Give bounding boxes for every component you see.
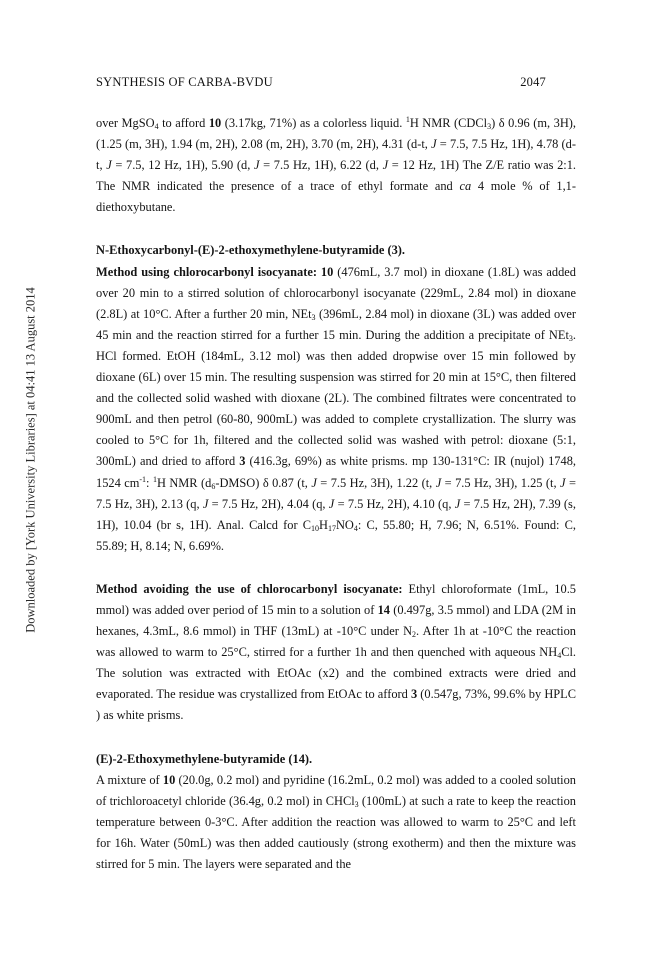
compound-number: 3 <box>239 454 246 469</box>
text-run: (476mL, 3.7 mol) in dioxane (1.8L) was added over 20 min to a stirred solution of chlorocarbonyl isocyanate (229mL, 2.84 mol) in dioxane (2.8L) at 10°C. After a further 20 min, NEt <box>96 264 576 321</box>
text-run: H NMR (CDCl <box>409 116 488 130</box>
text-run: . HCl formed. EtOH (184mL, 3.12 mol) was then added dropwise over 15 min followed by dioxane (6L) over 15 min. The resulting suspension was stirred for 20 min at 15°C, then filtered and the collected solid washed with dioxane (2L). The combined filtrates were concentrated to 900mL and then petrol (60-80, 900mL) was added to complete crystallization. The slurry was cooled to 5°C for 1h, filtered and the collected solid was washed with petrol: dioxane (5:1, 300mL) and dried to afford <box>96 327 576 469</box>
subscript: 3 <box>311 312 316 322</box>
text-run: (396mL, 2.84 mol) in dioxane (3L) was added over 45 min and the reaction stirred for a further 15 min. During the addition a precipitate of NEt <box>96 306 576 342</box>
coupling-constant-symbol: J <box>106 158 112 173</box>
superscript: 1 <box>152 474 157 484</box>
compound-number: 10 <box>320 264 334 279</box>
subscript: 2 <box>412 630 417 640</box>
paragraph-product-10 <box>96 113 576 218</box>
running-header <box>96 75 546 95</box>
text-run: (20.0g, 0.2 mol) and pyridine (16.2mL, 0.2 mol) was added to a cooled solution of trichloroacetyl chloride (36.4g, 0.2 mol) in CHCl <box>96 772 577 808</box>
compound-number: 10 <box>162 772 176 787</box>
text-run: Ethyl chloroformate (1mL, 10.5 mmol) was added over period of 15 min to a solution of <box>96 581 576 617</box>
compound-number: 10 <box>208 116 222 130</box>
subscript: 10 <box>311 523 319 533</box>
subscript: 4 <box>353 523 358 533</box>
text-run: (416.3g, 69%) as white prisms. mp 130-131°C: IR (nujol) 1748, 1524 cm <box>96 454 576 490</box>
paragraph-method-chlorocarbonyl <box>96 262 576 557</box>
text-run: = 7.5 Hz, 3H), 2.13 (q, <box>96 475 576 511</box>
page-number: 2047 <box>520 75 546 89</box>
text-run: . After 1h at -10°C the reaction was allowed to warm to 25°C, stirred for a further 1h and then quenched with aqueous NH <box>96 624 577 660</box>
text-run: H <box>319 517 328 532</box>
compound-number: 14 <box>377 602 390 617</box>
text-run: = 7.5 Hz, 1H), 6.22 (d, <box>259 158 383 173</box>
text-run: ) δ 0.96 (m, 3H), (1.25 (m, 3H), 1.94 (m, 2H), 2.08 (m, 2H), 3.70 (m, 2H), 4.31 (d-t, <box>96 116 577 152</box>
text-run: = 7.5 Hz, 2H), 4.04 (q, <box>208 496 329 511</box>
subscript: 6 <box>211 481 216 491</box>
text-run: H NMR (d <box>156 475 212 490</box>
text-run: : C, 55.80; H, 7.96; N, 6.51%. Found: C, 55.89; H, 8.14; N, 6.69%. <box>96 517 576 553</box>
coupling-constant-symbol: J <box>202 496 209 511</box>
subscript: 3 <box>568 333 573 343</box>
coupling-constant-symbol: J <box>253 158 260 173</box>
text-run: 4 mole % of 1,1-diethoxybutane. <box>96 179 576 215</box>
subscript: 17 <box>327 523 336 533</box>
coupling-constant-symbol: J <box>382 158 389 173</box>
text-run: NO <box>335 517 354 532</box>
subscript: 3 <box>487 122 492 131</box>
text-run: : <box>146 475 153 490</box>
coupling-constant-symbol: J <box>435 475 442 490</box>
text-run: = 12 Hz, 1H) The Z/E ratio was 2:1. The NMR indicated the presence of a trace of ethyl formate and <box>96 158 577 194</box>
text-run: = 7.5 Hz, 2H), 7.39 (s, 1H), 10.04 (br s, 1H). Anal. Calcd for C <box>96 496 576 532</box>
text-run: over MgSO <box>96 116 155 130</box>
coupling-constant-symbol: J <box>431 137 437 152</box>
superscript: 1 <box>405 115 410 124</box>
text-run: = 7.5, 7.5 Hz, 1H), 4.78 (d-t, <box>96 137 576 173</box>
text-run: Cl. The solution was extracted with EtOAc (x2) and the combined extracts were dried and evaporated. The residue was crystallized from EtOAc to afford <box>96 645 576 702</box>
text-run: A mixture of <box>96 772 163 787</box>
coupling-constant-symbol: J <box>311 475 317 490</box>
text-run: -DMSO) δ 0.87 (t, <box>215 475 312 490</box>
text-run: = 7.5, 12 Hz, 1H), 5.90 (d, <box>111 158 254 173</box>
download-watermark: Downloaded by [York University Libraries] at 04:41 13 August 2014 <box>23 287 38 633</box>
text-run: (3.17kg, 71%) as a colorless liquid. <box>221 116 406 130</box>
coupling-constant-symbol: J <box>454 496 461 511</box>
text-run: = 7.5 Hz, 3H), 1.22 (t, <box>316 475 436 490</box>
paragraph-compound-14 <box>96 770 576 875</box>
method-label: Method avoiding the use of chlorocarbonyl isocyanate: <box>96 581 403 596</box>
coupling-constant-symbol: J <box>328 496 335 511</box>
article-body <box>96 113 576 875</box>
section-heading-compound-3: N-Ethoxycarbonyl-(E)-2-ethoxymethylene-butyramide (3). <box>96 243 406 258</box>
section-heading-compound-14: (E)-2-Ethoxymethylene-butyramide (14). <box>96 751 313 766</box>
text-run: = 7.5 Hz, 3H), 1.25 (t, <box>441 475 561 490</box>
method-label: Method using chlorocarbonyl isocyanate: <box>96 264 317 279</box>
text-run: (100mL) at such a rate to keep the reaction temperature between 0-3°C. After addition the reaction was allowed to warm to 25°C and left for 16h. Water (50mL) was then added cautiously (strong exotherm) and then the mixture was stirred for 5 min. The layers were separated and the <box>96 793 576 871</box>
running-title: SYNTHESIS OF CARBA-BVDU <box>96 75 273 89</box>
text-run: (0.497g, 3.5 mmol) and LDA (2M in hexanes, 4.3mL, 8.6 mmol) in THF (13mL) at -10°C under N <box>96 602 576 639</box>
subscript: 4 <box>557 651 562 661</box>
italic-abbreviation: ca <box>459 179 472 194</box>
compound-number: 3 <box>410 687 418 702</box>
paragraph-method-avoiding <box>96 579 576 727</box>
text-run: (0.547g, 73%, 99.6% by HPLC ) as white prisms. <box>96 687 576 723</box>
subscript: 4 <box>154 122 159 131</box>
subscript: 3 <box>354 799 359 809</box>
superscript: -1 <box>139 474 147 484</box>
coupling-constant-symbol: J <box>560 475 566 490</box>
text-run: = 7.5 Hz, 2H), 4.10 (q, <box>334 496 455 511</box>
text-run: to afford <box>158 116 209 130</box>
